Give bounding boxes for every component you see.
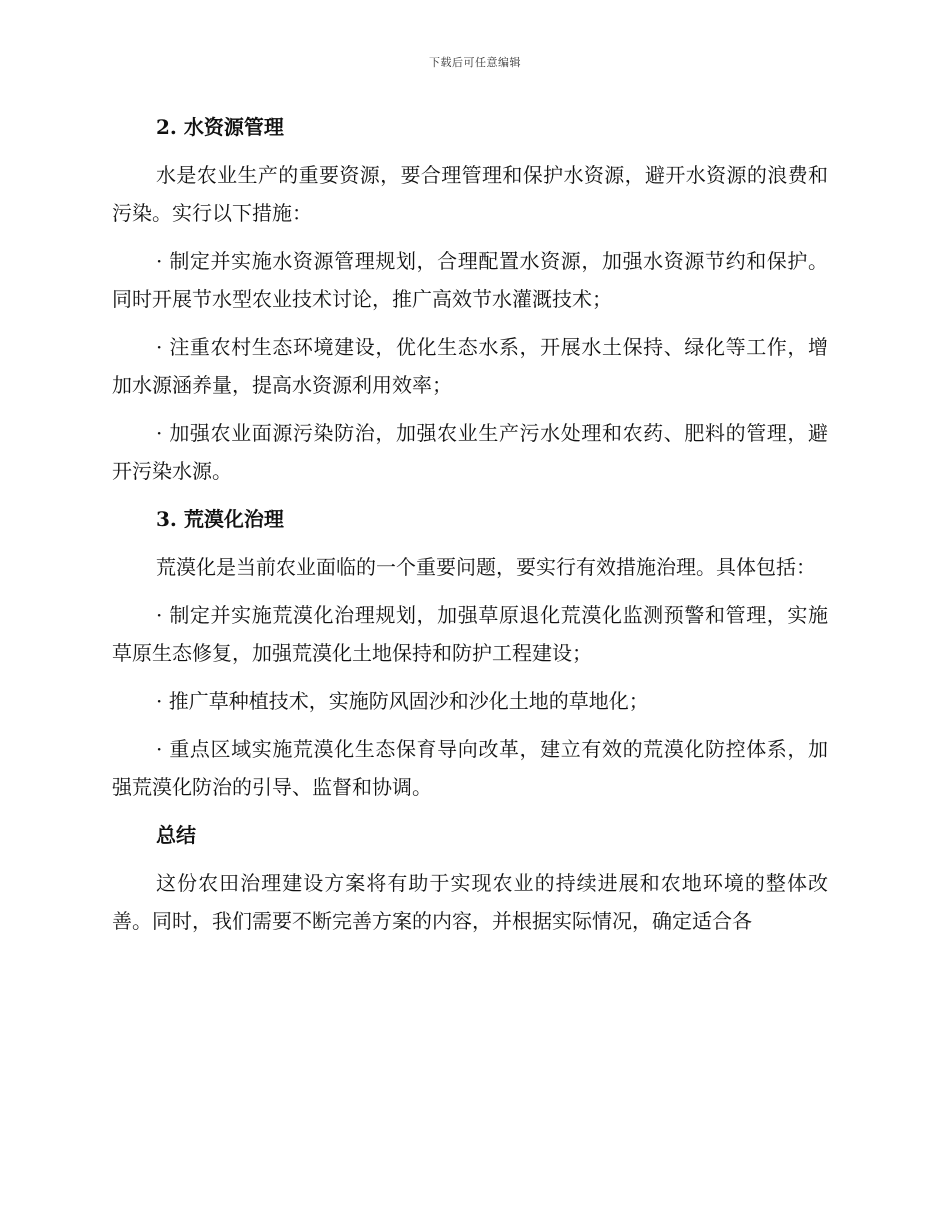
bullet-desert-1: · 制定并实施荒漠化治理规划，加强草原退化荒漠化监测预警和管理，实施草原生态修复，加强荒漠化土地保持和防护工程建设； [112, 603, 828, 665]
bullet-water-1: · 制定并实施水资源管理规划，合理配置水资源，加强水资源节约和保护。同时开展节水型农业技术讨论，推广高效节水灌溉技术； [112, 249, 828, 311]
section-summary [112, 816, 828, 940]
paragraph-water-intro: 水是农业生产的重要资源，要合理管理和保护水资源，避开水资源的浪费和污染。实行以下措施： [112, 163, 828, 225]
section-heading-summary: 总结 [156, 823, 196, 847]
section-desertification [112, 500, 828, 806]
bullet-desert-3: · 重点区域实施荒漠化生态保育导向改革，建立有效的荒漠化防控体系，加强荒漠化防治的引导、监督和协调。 [112, 737, 828, 799]
document-body [112, 108, 828, 940]
bullet-water-2: · 注重农村生态环境建设，优化生态水系，开展水土保持、绿化等工作，增加水源涵养量，提高水资源利用效率； [112, 335, 828, 397]
section-heading-water: 2. 水资源管理 [156, 115, 284, 139]
section-heading-desert: 3. 荒漠化治理 [156, 507, 284, 531]
bullet-water-3: · 加强农业面源污染防治，加强农业生产污水处理和农药、肥料的管理，避开污染水源。 [112, 421, 828, 483]
section-water-resources [112, 108, 828, 490]
bullet-desert-2: · 推广草种植技术，实施防风固沙和沙化土地的草地化； [156, 689, 649, 713]
page-header: 下载后可任意编辑 [429, 56, 521, 69]
paragraph-summary: 这份农田治理建设方案将有助于实现农业的持续进展和农地环境的整体改善。同时，我们需要不断完善方案的内容，并根据实际情况，确定适合各 [112, 871, 828, 933]
paragraph-desert-intro: 荒漠化是当前农业面临的一个重要问题，要实行有效措施治理。具体包括： [156, 555, 816, 579]
